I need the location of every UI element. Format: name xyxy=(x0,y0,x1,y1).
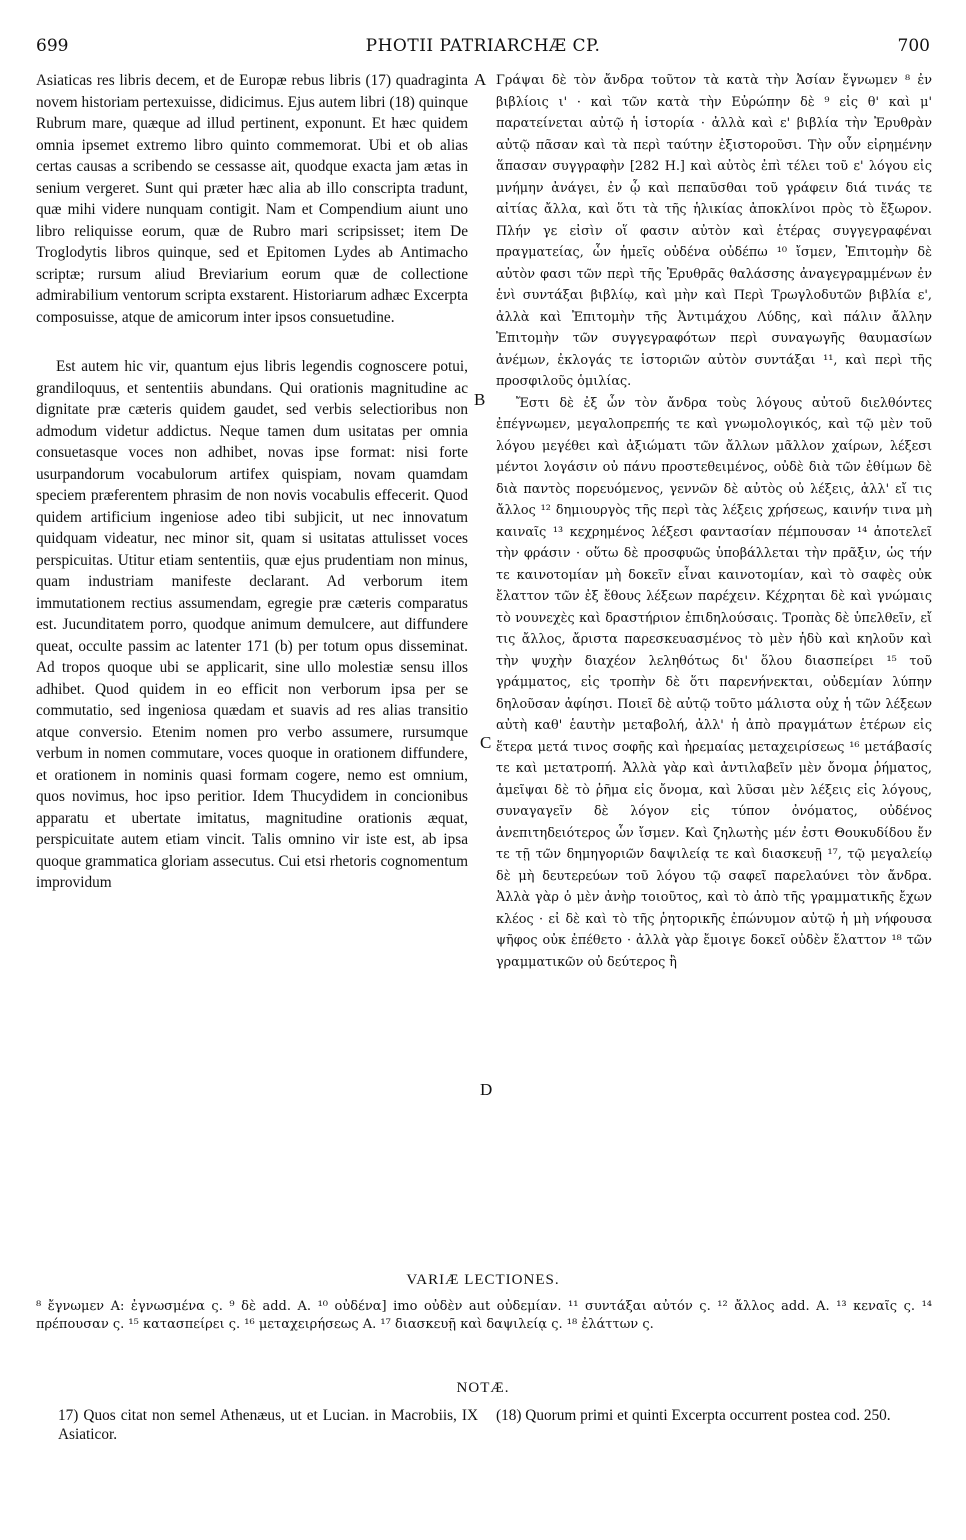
margin-letter-a: A xyxy=(474,70,487,89)
page-number-right: 700 xyxy=(897,36,930,56)
page-header xyxy=(36,36,930,62)
variae-lectiones-heading: VARIÆ LECTIONES. xyxy=(406,1272,560,1288)
notae-heading: NOTÆ. xyxy=(456,1380,510,1396)
margin-letter-d: D xyxy=(480,1080,493,1099)
variae-lectiones-text: ⁸ ἔγνωμεν A: ἐγνωσμένα ς. ⁹ δὲ add. A. ¹⁰ οὐδένα] imo οὐδὲν aut οὐδεμίαν. ¹¹ συντάξαι αὐτόν ς. ¹² ἄλλος add. A. ¹³ κεναῖς ς. ¹⁴ πρέπουσαν ς. ¹⁵ κατασπείρει ς. ¹⁶ μεταχειρήσεως A. ¹⁷ διασκευῇ καὶ δαψιλείᾳ ς. ¹⁸ ἐλάττων ς. xyxy=(36,1299,932,1332)
latin-paragraph-1: Asiaticas res libris decem, et de Europæ rebus libris (17) quadraginta novem historiam pertexuisse, didicimus. Ejus autem libri (18) quinque Rubrum mare, quæque ad illud pertinent, exponunt. Et hæc quidem omnia ipsemet extremo libro quinto commemorat. Ubi et ob alias certas causas a scribendo se cessasse ait, quodque exacta jam ætas in senium vergeret. Sunt qui præter hæc alia ab illo conscripta tradunt, quæ mihi videre nunquam contigit. Nam et Compendium aiunt uno libro reliquisse eorum, quæ de Rubro mari scripsisset; item De Troglodytis libros quinque, sed et Epitomen Lydes ab Antimacho scriptæ; rursum aliud Breviarium eorum quæ de collectione admirabilium ventorum scripta exstarent. Historiarum adhæc Excerpta composuisse, atque de amicorum inter ipsos consuetudine. xyxy=(36,72,468,326)
latin-column xyxy=(36,70,468,894)
running-title: PHOTII PATRIARCHÆ CP. xyxy=(365,36,601,56)
margin-letter-c: C xyxy=(480,733,492,752)
latin-paragraph-2: Est autem hic vir, quantum ejus libris legendis cognoscere potui, grandiloquus, et sententiis abundans. Qui orationis magnitudine ac dignitate præ cæteris quidem gaudet, sed verbis selectioribus non admodum videtur addictus. Neque tamen dum usitatas per omnia consuetasque voces non adhibet, novas ipse format: nisi forte usurpandorum vocabulorum artifex quispiam, novam quamdam speciem præferentem phrasim de non novis vocabulis effecerit. Quod quidem artificium ingeniose adeo tibi subjicit, ut nec innovatum quidquam videatur, nec minor sit, quam si usitatas attulisset voces perspicuitas. Utitur etiam sententiis, quæ ejus prudentiam non minus, quam industriam manifeste declarant. Ad verborum item immutationem rectius assumendam, egregie præ cæteris comparatus est. Jucunditatem porro, quodque animum demulcere, aut diffundere queat, occulte passim ac latenter 171 (b) per totum opus disseminat. Ad tropos quoque ubi se applicarit, sine ullo molestiæ sensu illos adhibet. Quod quidem in eo efficit non verborum ipsa per se commutatio, sed ingeniosa quædam et suavis ad res alias transitio atque conversio. Etenim nomen pro verbo assumere, rursumque verbum in nomen commutare, voces quoque in orationem diffundere, et orationem in nominis quasi formam cogere, nemo est omnium, quos novimus, hoc ipso peritior. Idem Thucydidem in concionibus apparatu et ubertate imitatus, magnitudine orationis æquat, perspicuitate autem etiam vincit. Talis omnino vir iste est, ab ipsa quoque grammatica gloriam assecutus. Cui etsi rhetoris cognomentum improvidum xyxy=(36,358,468,891)
note-17: 17) Quos citat non semel Athenæus, ut et Lucian. in Macrobiis, IX Asiaticor. xyxy=(58,1407,478,1443)
greek-column xyxy=(496,70,932,973)
note-18: (18) Quorum primi et quinti Excerpta occurrent postea cod. 250. xyxy=(496,1407,891,1424)
greek-paragraph-1: Γράψαι δὲ τὸν ἄνδρα τοῦτον τὰ κατὰ τὴν Ἀσίαν ἔγνωμεν ⁸ ἐν βιβλίοις ι' · καὶ τῶν κατὰ τὴν Εὐρώπην δὲ ⁹ εἰς θ' καὶ μ' παρατείνεται αὐτῷ ἡ ἱστορία · ἀλλὰ καὶ ε' βιβλία τὴν Ἐρυθρὰν αὐτῷ πᾶσαν καὶ τὰ περὶ ταύτην ἐξιστοροῦσι. Τὴν οὖν εἰρημένην ἅπασαν συγγραφὴν [282 H.] καὶ αὐτὸς ἐπὶ τέλει τοῦ ε' λόγου εἰς μνήμην ἀνάγει, ἐν ᾧ καὶ πεπαῦσθαι τοῦ γράφειν διά τινάς τε αἰτίας ἄλλα, καὶ ὅτι τὰ τῆς ἡλικίας ἀποκλίνοι πρὸς τὸ ἔξωρον. Πλήν γε εἰσὶν οἵ φασιν αὐτὸν καὶ ἑτέρας συγγεγραφέναι πραγματείας, ὧν ἡμεῖς οὐδένα οὐδέπω ¹⁰ ἴσμεν, Ἐπιτομὴν δὲ αὐτὸν φασι τῶν περὶ τῆς Ἐρυθρᾶς θαλάσσης ἀναγεγραμμένων ἐν ἑνὶ συντάξαι βιβλίῳ, καὶ μὴν καὶ Περὶ Τρωγλοδυτῶν βιβλία ε', ἀλλὰ καὶ Ἐπιτομὴν τῆς Ἀντιμάχου Λύδης, καὶ πάλιν ἄλλην Ἐπιτομὴν τῶν συγγεγραφότων περὶ συναγωγῆς θαυμασίων ἀνέμων, ἐκλογάς τε ἱστοριῶν αὐτὸν συντάξαι ¹¹, καὶ περὶ τῆς προσφιλοῦς ὁμιλίας. xyxy=(496,73,932,389)
margin-letter-b: B xyxy=(474,390,486,409)
page-number-left: 699 xyxy=(36,36,69,56)
greek-paragraph-2: Ἔστι δὲ ἐξ ὧν τὸν ἄνδρα τοὺς λόγους αὐτοῦ διελθόντες ἐπέγνωμεν, μεγαλοπρεπής τε καὶ γνωμολογικός, καὶ τῷ μὲν τοῦ λόγου μεγέθει καὶ ἀξιώματι τῶν ἄλλων μᾶλλον χαίρων, λέξεσι μέντοι λογάσιν οὐ πάνυ προστεθειμένος, οὐδὲ διὰ τῶν ἐθίμων δὲ διὰ παντὸς πορευόμενος, γεννῶν δὲ αὐτὸς οὐ λέξεις, ἀλλ' εἴ τις ἄλλος ¹² δημιουργὸς τῆς περὶ τὰς λέξεις χρήσεως, καινήν τινα μὴ καιναῖς ¹³ κεχρημένος λέξεσι φαντασίαν πέμπουσαν ¹⁴ ἀποτελεῖ τὴν φράσιν · οὕτω δὲ προσφυῶς ὑποβάλλεται τὴν πρᾶξιν, ὡς τήν τε καινοτομίαν μὴ δοκεῖν εἶναι καινοτομίαν, καὶ τὸ σαφὲς οὐκ ἔλαττον τῶν ἐξ ἔθους λέξεων παρέχειν. Κέχρηται δὲ καὶ γνώμαις τὸ νουνεχὲς καὶ δραστήριον ἐπιδηλούσαις. Τροπὰς δὲ ὑπελθεῖν, εἴ τις ἄλλος, ἄριστα παρεσκευασμένος τὸ μὲν ἡδὺ καὶ κηλοῦν καὶ τὴν ψυχὴν διαχέον λεληθότως δι' ὅλου διασπείρει ¹⁵ τοῦ γράμματος, εἰς τροπὴν δὲ ὅτι παρενήνεκται, οὐδεμίαν λύπην δηλοῦσαν ἀφίησι. Ποιεῖ δὲ αὐτῷ τοῦτο μάλιστα οὐχ ἡ τῶν λέξεων αὐτὴ καθ' ἑαυτὴν μεταβολή, ἀλλ' ἡ ἀπὸ πραγμάτων ἑτέρων εἰς ἕτερα μετά τινος σοφῆς καὶ ἠρεμαίας μεταχειρίσεως ¹⁶ μετάβασίς τε καὶ μετατροπή. Ἀλλὰ γὰρ καὶ ἀντιλαβεῖν μὲν ὄνομα ῥήματος, ἀμεῖψαι δὲ τὸ ῥῆμα εἰς ὄνομα, καὶ λῦσαι μὲν λέξεις εἰς λόγους, συναγαγεῖν δὲ λόγον εἰς τύπον ὀνόματος, οὐδένος ἀνεπιτηδειότερος ὧν ἴσμεν. Καὶ ζηλωτὴς μέν ἐστι Θουκυδίδου ἔν τε τῇ τῶν δημηγοριῶν δαψιλείᾳ τε καὶ διασκευῇ ¹⁷, τῷ μεγαλείῳ δὲ μὴ δευτερεύων τοῦ λόγου τῷ σαφεῖ παρελαύνει τὸν ἄνδρα. Ἀλλὰ γὰρ ὁ μὲν ἀνὴρ τοιοῦτος, καὶ τὸ ἀπὸ τῆς γραμματικῆς ἔχων κλέος · εἰ δὲ καὶ τὸ τῆς ῥητορικῆς ἐπώνυμον αὐτῷ ἡ μὴ νήφουσα ψῆφος οὐκ ἐπέθετο · ἀλλὰ γὰρ ἔμοιγε δοκεῖ οὐδὲν ἔλαττον ¹⁸ τῶν γραμματικῶν οὐ δεύτερος ἢ xyxy=(496,395,932,970)
